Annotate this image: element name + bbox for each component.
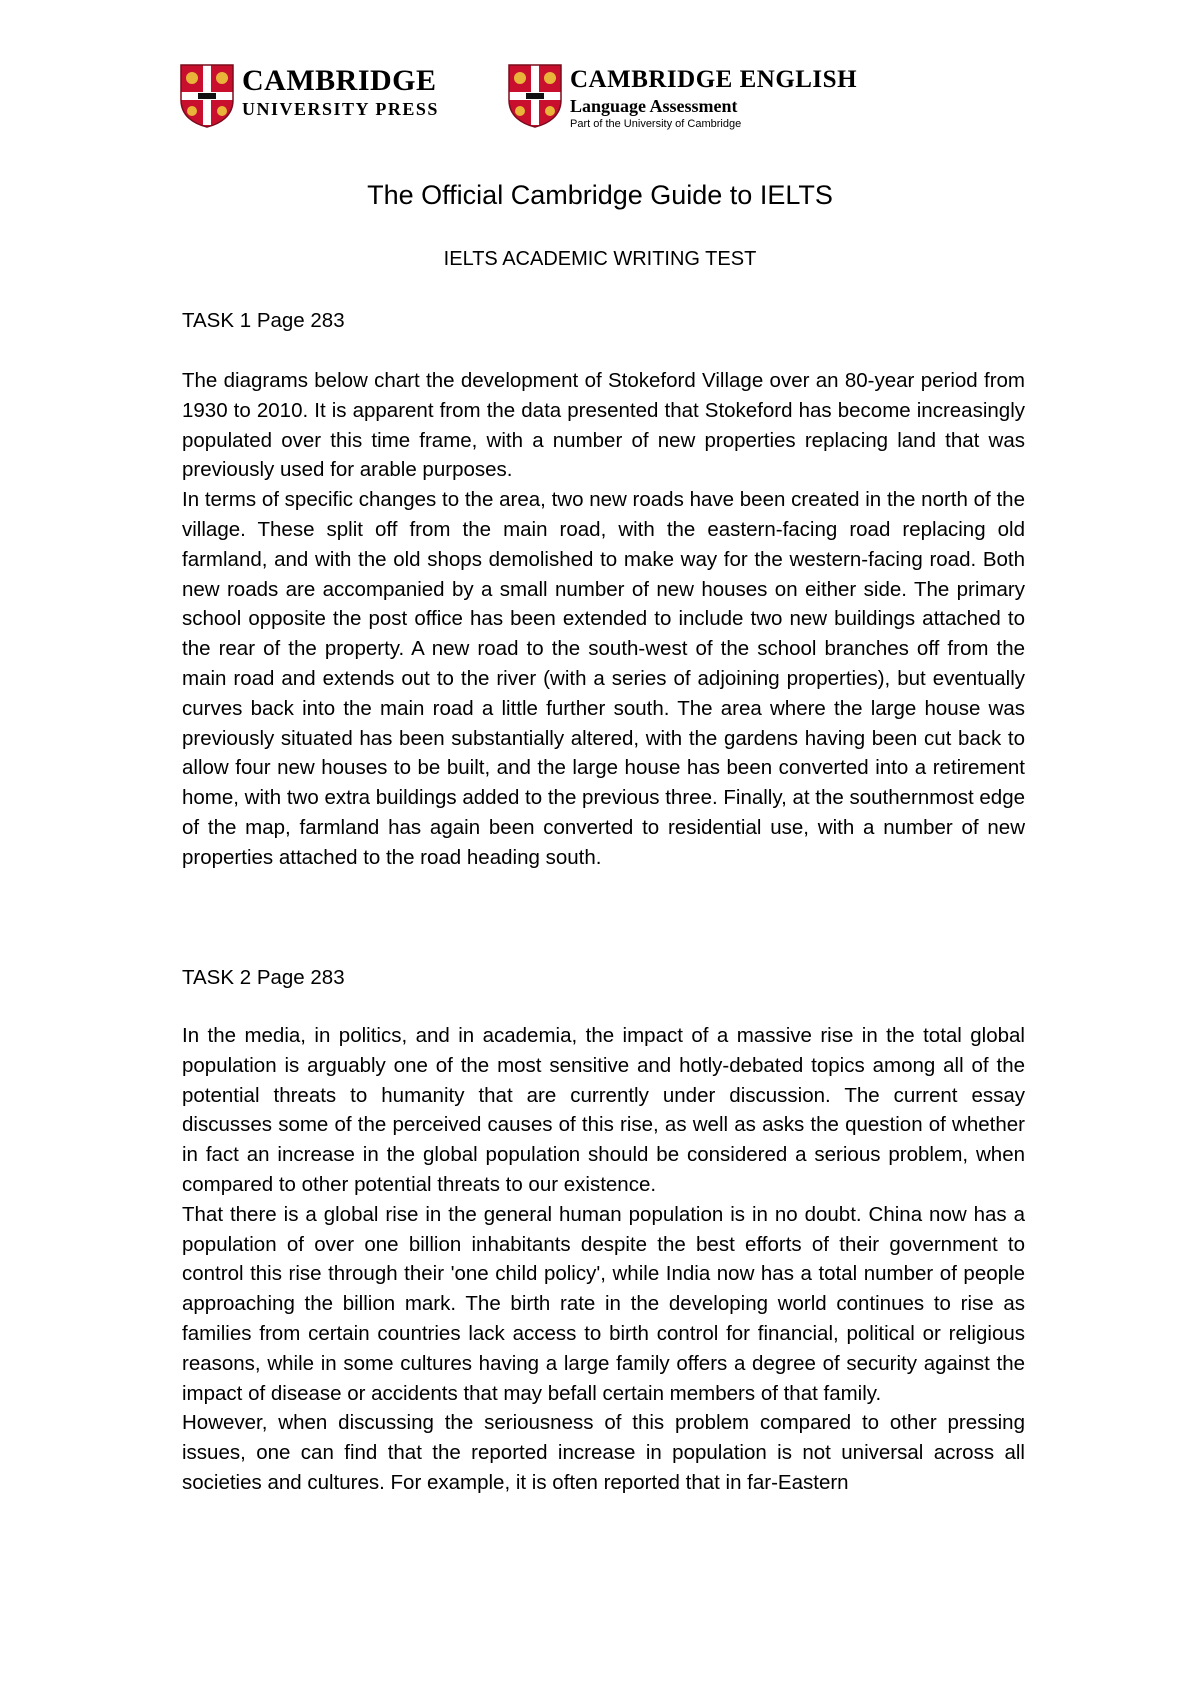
shield-book — [198, 93, 216, 99]
shield-lion-tr — [544, 72, 556, 84]
shield-book — [526, 93, 544, 99]
cambridge-shield-icon — [180, 64, 234, 128]
shield-lion-tl — [186, 72, 198, 84]
document-subtitle: IELTS ACADEMIC WRITING TEST — [443, 248, 757, 270]
english-subtitle: Language Assessment — [570, 96, 738, 116]
task1-heading: TASK 1 Page 283 — [182, 309, 345, 332]
task2-paragraph: That there is a global rise in the general human population is in no doubt. China now has a population of over one billion inhabitants despite the best efforts of their government to control this rise through their 'one child policy', while India now has a total number of people approaching the billion mark. The birth rate in the developing world continues to rise as families from certain countries lack access to birth control for financial, political or religious reasons, while in some cultures having a large family offers a degree of security against the impact of disease or accidents that may befall certain members of that family. — [182, 1202, 1025, 1405]
cambridge-english-logo — [508, 64, 857, 130]
shield-lion-tr — [216, 72, 228, 84]
cambridge-shield-icon — [508, 64, 562, 128]
press-name: CAMBRIDGE — [242, 64, 437, 97]
cambridge-university-press-logo — [180, 64, 439, 128]
shield-lion-tl — [514, 72, 526, 84]
task1-body — [182, 366, 1025, 873]
document-title: The Official Cambridge Guide to IELTS — [367, 180, 833, 210]
press-logo-text — [242, 64, 439, 118]
shield-lion-bl — [187, 106, 197, 116]
english-logo-text — [570, 64, 857, 130]
task2-paragraph: However, when discussing the seriousness of this problem compared to other pressing issues, one can find that the reported increase in population is not universal across all societies and cultures. For example, it is often reported that in far-Eastern — [182, 1411, 1025, 1494]
task1-paragraph: In terms of specific changes to the area, two new roads have been created in the north of the village. These split off from the main road, with the eastern-facing road replacing old farmland, and with the old shops demolished to make way for the western-facing road. Both new roads are accompanied by a small number of new houses on either side. The primary school opposite the post office has been extended to include two new buildings attached to the rear of the property. A new road to the south-west of the school branches off from the main road and extends out to the river (with a series of adjoining properties), but eventually curves back into the main road a little further south. The area where the large house was previously situated has been substantially altered, with the gardens having been cut back to allow four new houses to be built, and the large house has been converted into a retirement home, with two extra buildings added to the previous three. Finally, at the southernmost edge of the map, farmland has again been converted to residential use, with a number of new properties attached to the road heading south. — [182, 488, 1025, 869]
task1-paragraph: The diagrams below chart the development of Stokeford Village over an 80-year period from 1930 to 2010. It is apparent from the data presented that Stokeford has become increasingly populated over this time frame, with a number of new properties replacing land that was previously used for arable purposes. — [182, 369, 1025, 482]
header-logos — [180, 64, 1040, 134]
press-subtitle: UNIVERSITY PRESS — [242, 99, 439, 119]
shield-lion-br — [545, 106, 555, 116]
english-part-of: Part of the University of Cambridge — [570, 118, 742, 130]
task2-body — [182, 1021, 1025, 1498]
english-name: CAMBRIDGE ENGLISH — [570, 66, 858, 93]
task2-heading: TASK 2 Page 283 — [182, 966, 345, 989]
shield-lion-br — [217, 106, 227, 116]
task2-paragraph: In the media, in politics, and in academia, the impact of a massive rise in the total global population is arguably one of the most sensitive and hotly-debated topics among all of the potential threats to humanity that are currently under discussion. The current essay discusses some of the perceived causes of this rise, as well as asks the question of whether in fact an increase in the global population should be considered a serious problem, when compared to other potential threats to our existence. — [182, 1024, 1025, 1196]
shield-lion-bl — [515, 106, 525, 116]
